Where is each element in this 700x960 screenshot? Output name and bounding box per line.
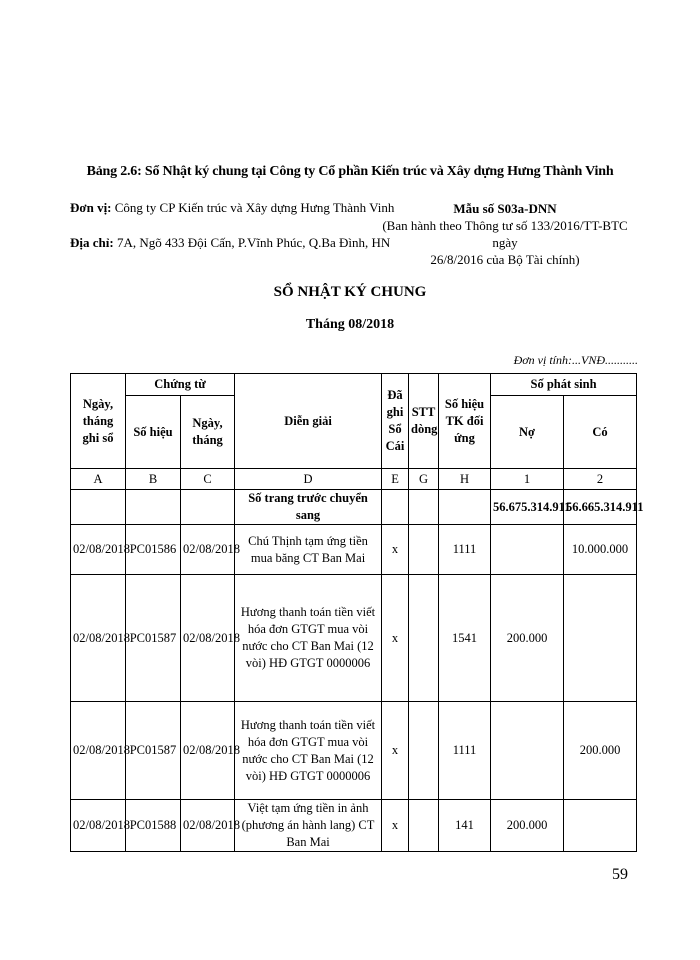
table-row [71,575,637,702]
row-debit [491,702,564,800]
row-posted: x [382,800,409,852]
row-date: 02/08/2018 [71,702,126,800]
page-number: 59 [612,866,628,883]
column-code: D [235,469,382,490]
header-voucher: Chứng từ [126,374,235,396]
header-credit: Có [564,396,637,469]
row-debit: 200.000 [491,800,564,852]
carry-forward-row [71,490,637,525]
address-value: 7A, Ngõ 433 Đội Cấn, P.Vĩnh Phúc, Q.Ba Đình, HN [116,235,391,250]
journal-table [70,373,644,852]
row-voucher-date: 02/08/2018 [181,525,235,575]
table-row [71,800,637,852]
carry-forward-label: Số trang trước chuyển sang [235,490,382,525]
journal-month: Tháng 08/2018 [305,317,395,332]
row-description: Chú Thịnh tạm ứng tiền mua băng CT Ban Mai [235,525,382,575]
column-code: 2 [564,469,637,490]
header-amount: Số phát sinh [491,374,637,396]
row-posted: x [382,525,409,575]
row-voucher-no: PC01586 [126,525,181,575]
header-date: Ngày, tháng ghi sổ [71,374,126,469]
row-line-no [409,702,439,800]
header-debit: Nợ [491,396,564,469]
unit-label: Đơn vị: [70,200,112,215]
row-account: 1111 [439,525,491,575]
row-voucher-no: PC01587 [126,702,181,800]
row-debit [491,525,564,575]
form-code: Mẫu số S03a-DNN [453,201,557,216]
header-voucher-date: Ngày, tháng [181,396,235,469]
row-account: 1541 [439,575,491,702]
row-voucher-date: 02/08/2018 [181,800,235,852]
header-posted: Đã ghi Sổ Cái [382,374,409,469]
row-line-no [409,800,439,852]
form-info [370,200,640,268]
column-code: H [439,469,491,490]
carry-forward-credit: 56.665.314.911 [564,490,637,525]
header-account: Số hiệu TK đối ứng [439,374,491,469]
row-posted: x [382,575,409,702]
row-account: 141 [439,800,491,852]
header-line-no: STT dòng [409,374,439,469]
row-posted: x [382,702,409,800]
currency-unit: Đơn vị tính:...VNĐ........... [513,353,638,367]
row-credit [564,800,637,852]
row-description: Hương thanh toán tiền viết hóa đơn GTGT mua vòi nước cho CT Ban Mai (12 vòi) HĐ GTGT 0000006 [235,702,382,800]
column-code: 1 [491,469,564,490]
column-code: G [409,469,439,490]
column-code: E [382,469,409,490]
form-regulation-line1: (Ban hành theo Thông tư số 133/2016/TT-BTC ngày [382,218,628,250]
row-credit: 200.000 [564,702,637,800]
row-voucher-no: PC01587 [126,575,181,702]
column-code: A [71,469,126,490]
row-voucher-date: 02/08/2018 [181,575,235,702]
row-description: Hương thanh toán tiền viết hóa đơn GTGT mua vòi nước cho CT Ban Mai (12 vòi) HĐ GTGT 0000006 [235,575,382,702]
header-description: Diễn giải [235,374,382,469]
row-date: 02/08/2018 [71,575,126,702]
row-line-no [409,525,439,575]
column-code: B [126,469,181,490]
row-date: 02/08/2018 [71,525,126,575]
journal-title: SỔ NHẬT KÝ CHUNG [273,284,427,300]
carry-forward-debit: 56.675.314.911 [491,490,564,525]
table-row [71,525,637,575]
column-code-row [71,469,637,490]
header-voucher-no: Số hiệu [126,396,181,469]
row-voucher-date: 02/08/2018 [181,702,235,800]
address-line [70,235,390,251]
row-voucher-no: PC01588 [126,800,181,852]
row-debit: 200.000 [491,575,564,702]
unit-line [70,200,394,216]
row-line-no [409,575,439,702]
unit-value: Công ty CP Kiến trúc và Xây dựng Hưng Thành Vinh [114,200,395,215]
row-credit [564,575,637,702]
table-row [71,702,637,800]
column-code: C [181,469,235,490]
row-date: 02/08/2018 [71,800,126,852]
address-label: Địa chỉ: [70,235,114,250]
form-regulation-line2: 26/8/2016 của Bộ Tài chính) [430,252,580,267]
document-caption: Bảng 2.6: Sổ Nhật ký chung tại Công ty Cổ phần Kiến trúc và Xây dựng Hưng Thành Vinh [86,164,614,179]
row-credit: 10.000.000 [564,525,637,575]
row-description: Việt tạm ứng tiền in ảnh (phương án hành lang) CT Ban Mai [235,800,382,852]
row-account: 1111 [439,702,491,800]
